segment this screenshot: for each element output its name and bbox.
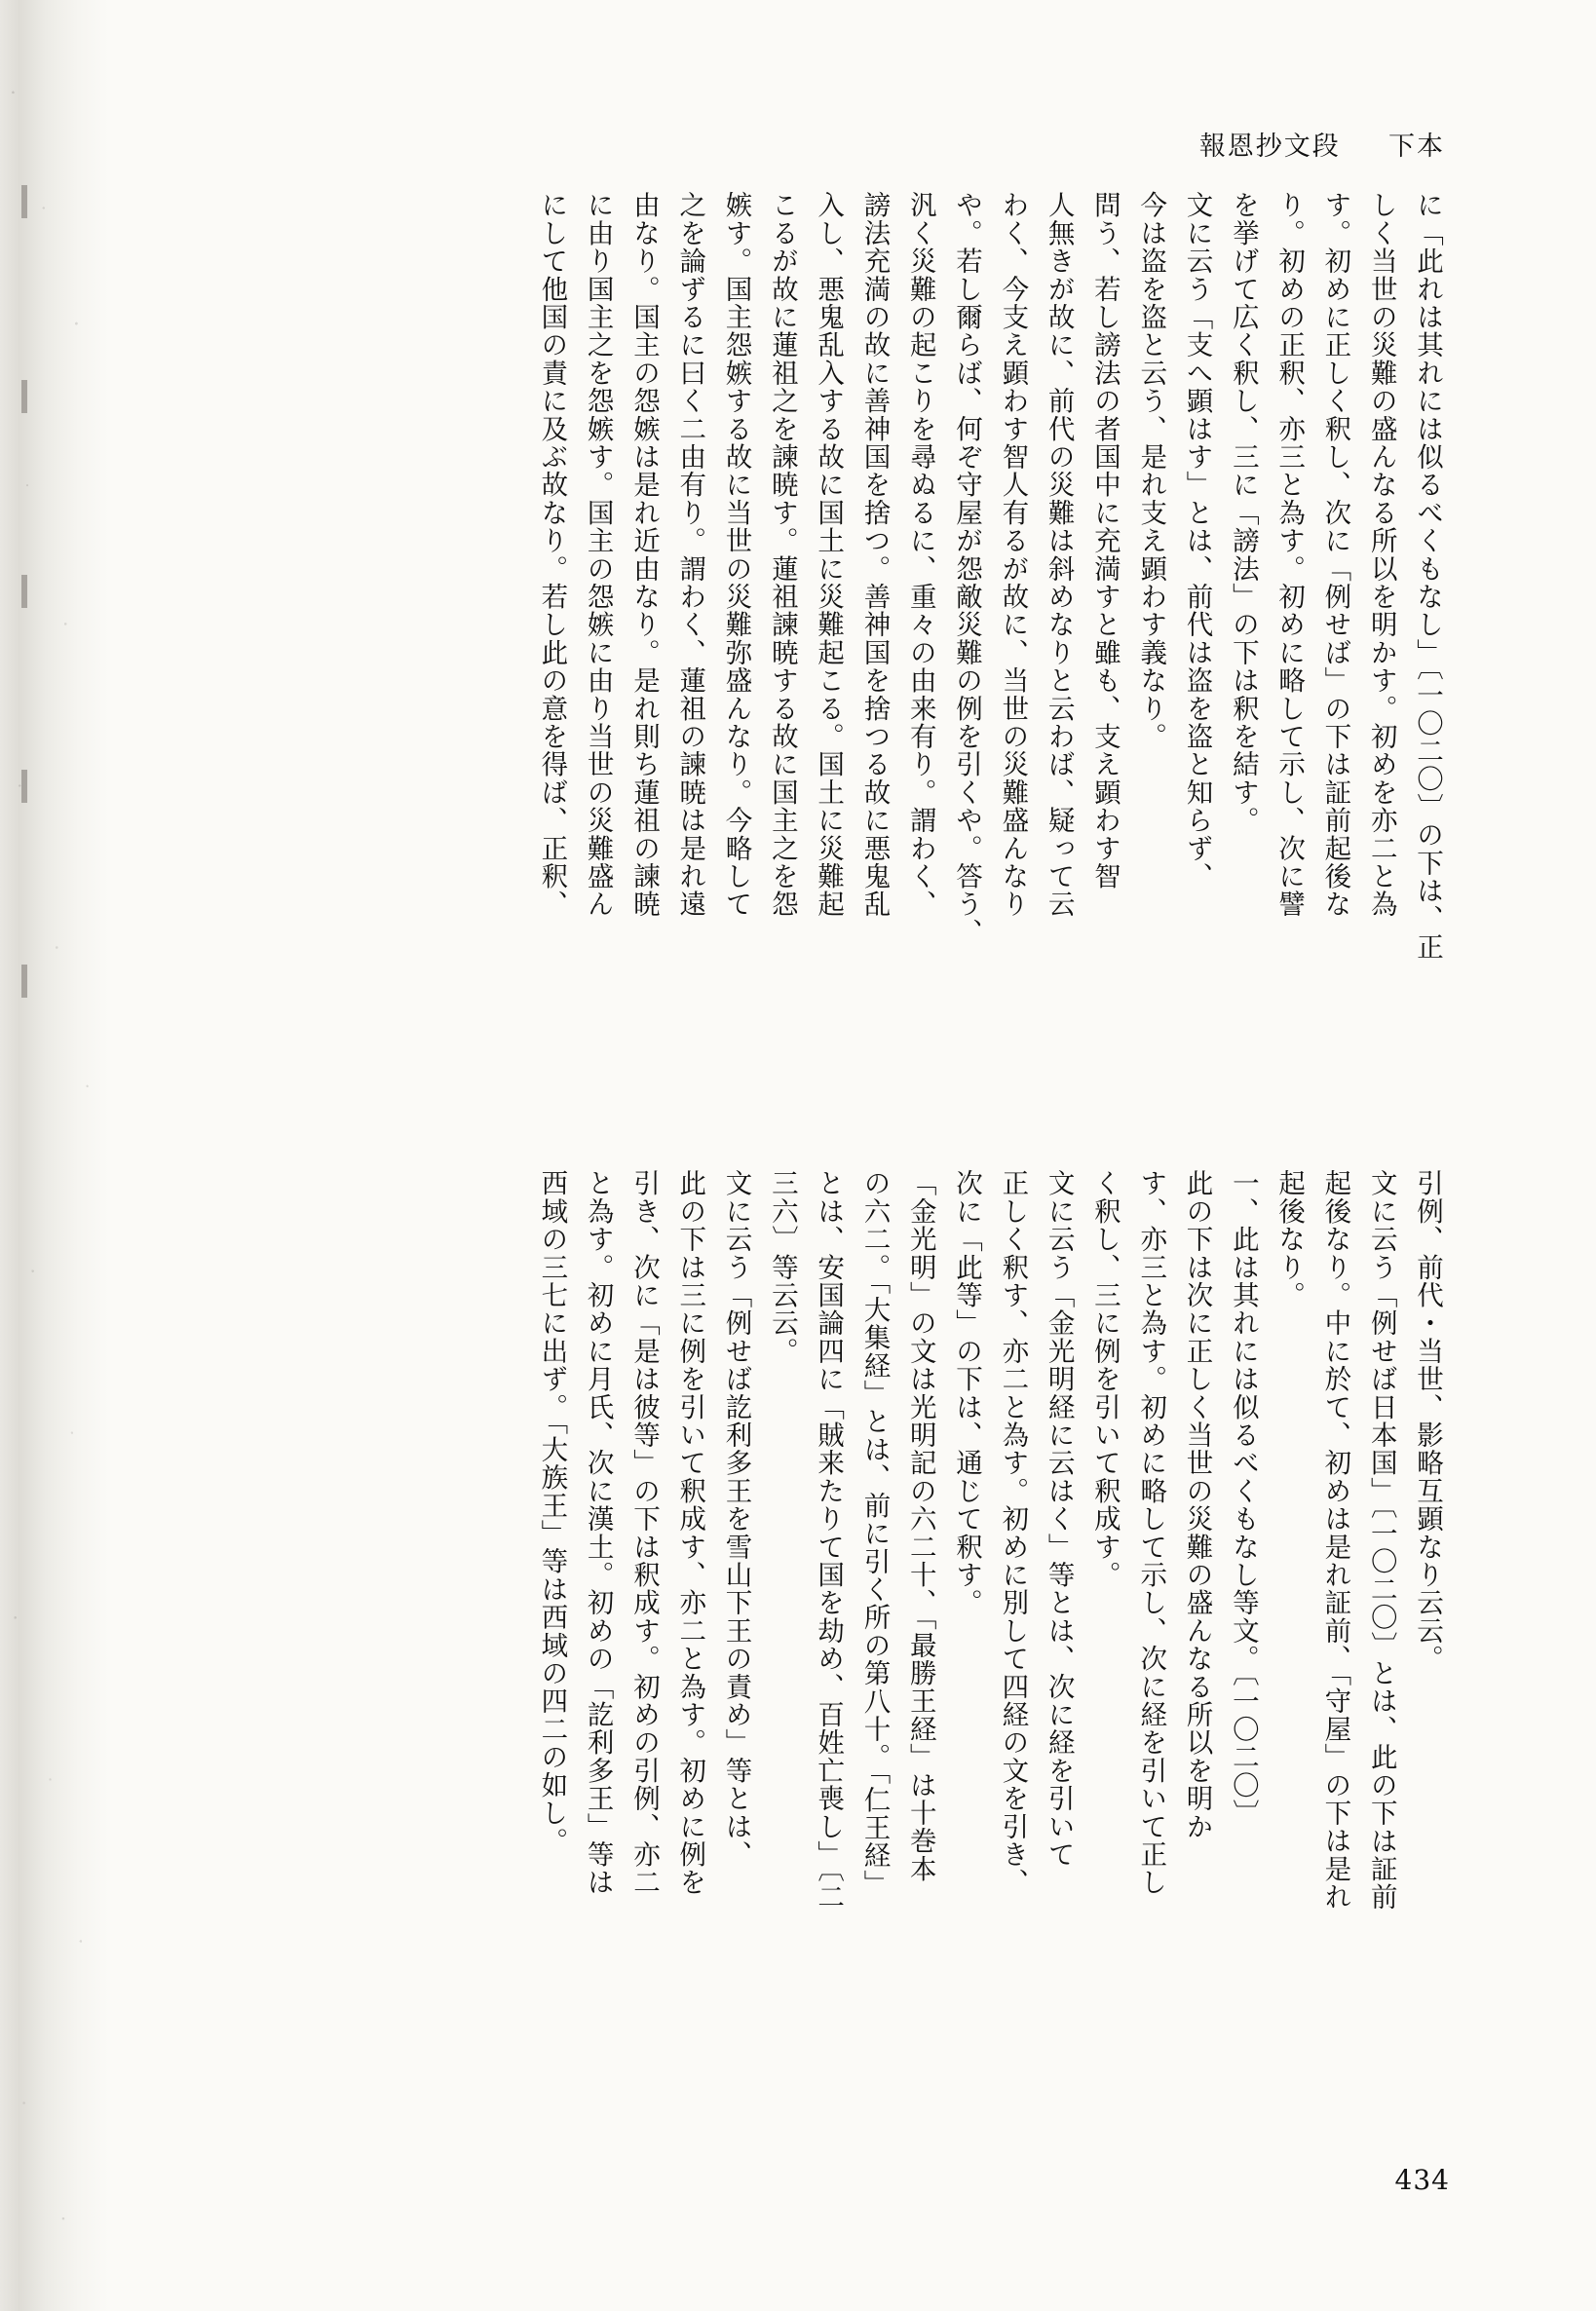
text-column: と為す。初めに月氏、次に漢土。初めの「訖利多王」等は	[582, 1169, 614, 1897]
text-column: 此の下は次に正しく当世の災難の盛んなる所以を明か	[1181, 1169, 1213, 1840]
text-column: 次に「此等」の下は、通じて釈す。	[951, 1169, 983, 1617]
text-column: 三六〕等云云。	[766, 1169, 798, 1365]
text-column: 文に云う「金光明経に云はく」等とは、次に経を引いて	[1043, 1169, 1075, 1869]
text-column: 文に云う「支へ顕はす」とは、前代は盗を盗と知らず、	[1181, 191, 1213, 890]
body-text-lower	[528, 1169, 1450, 2153]
text-column: や。若し爾らば、何ぞ守屋が怨敵災難の例を引くや。答う、	[951, 191, 983, 946]
text-column: 汎く災難の起こりを尋ぬるに、重々の由来有り。謂わく、	[904, 191, 936, 919]
text-column: 「金光明」の文は光明記の六二十、「最勝王経」は十巻本	[904, 1169, 936, 1883]
text-column: に「此れは其れには似るべくもなし」〔一〇二〇〕の下は、正	[1412, 191, 1443, 961]
text-column: 人無きが故に、前代の災難は斜めなりと云わば、疑って云	[1043, 191, 1075, 919]
text-column: 一、此は其れには似るべくもなし等文。〔一〇二〇〕	[1227, 1169, 1259, 1828]
page-number: 434	[1394, 2164, 1450, 2196]
text-column: の六二。「大集経」とは、前に引く所の第八十。「仁王経」	[858, 1169, 891, 1898]
text-column: とは、安国論四に「賊来たりて国を劫め、百姓亡喪し」〔二	[813, 1169, 845, 1912]
text-column: 文に云う「例せば日本国」〔一〇二〇〕とは、此の下は証前	[1365, 1169, 1397, 1912]
text-column: 問う、若し謗法の者国中に充満すと雖も、支え顕わす智	[1088, 191, 1121, 890]
text-column: 之を論ずるに曰く二由有り。謂わく、蓮祖の諫暁は是れ遠	[674, 191, 706, 919]
body-text-upper	[528, 191, 1450, 1107]
running-head-subtitle: 下本	[1388, 132, 1445, 162]
text-column: 此の下は三に例を引いて釈成す、亦二と為す。初めに例を	[674, 1169, 706, 1897]
text-column: を挙げて広く釈し、三に「謗法」の下は釈を結す。	[1227, 191, 1259, 835]
text-column: 起後なり。中に於て、初めは是れ証前、「守屋」の下は是れ	[1319, 1169, 1351, 1912]
running-head-title: 報恩抄文段	[1198, 132, 1341, 162]
text-column: 由なり。国主の怨嫉は是れ近由なり。是れ則ち蓮祖の諫暁	[627, 191, 660, 919]
text-column: す、亦三と為す。初めに略して示し、次に経を引いて正し	[1135, 1169, 1167, 1897]
text-column: 正しく釈す、亦二と為す。初めに別して四経の文を引き、	[997, 1169, 1029, 1897]
text-column: 起後なり。	[1273, 1169, 1306, 1309]
text-column: 文に云う「例せば訖利多王を雪山下王の責め」等とは、	[720, 1169, 752, 1869]
text-column: 嫉す。国主怨嫉する故に当世の災難弥盛んなり。今略して	[720, 191, 752, 919]
text-column: く釈し、三に例を引いて釈成す。	[1088, 1169, 1121, 1589]
text-column: 謗法充満の故に善神国を捨つ。善神国を捨つる故に悪鬼乱	[858, 191, 891, 919]
text-column: にして他国の責に及ぶ故なり。若し此の意を得ば、正釈、	[536, 191, 568, 919]
binding-marks	[21, 185, 27, 1159]
text-column: 引例、前代・当世、影略互顕なり云云。	[1412, 1169, 1443, 1673]
text-column: に由り国主之を怨嫉す。国主の怨嫉に由り当世の災難盛ん	[582, 191, 614, 919]
page-gutter-texture	[0, 0, 109, 2311]
text-column: 今は盗を盗と云う、是れ支え顕わす義なり。	[1135, 191, 1167, 750]
text-column: り。初めの正釈、亦三と為す。初めに略して示し、次に譬	[1273, 191, 1306, 919]
running-head	[1199, 125, 1445, 163]
text-column: こるが故に蓮祖之を諫暁す。蓮祖諫暁する故に国主之を怨	[766, 191, 798, 919]
text-column: 入し、悪鬼乱入する故に国土に災難起こる。国土に災難起	[813, 191, 845, 919]
text-column: 西域の三七に出ず。「大族王」等は西域の四二の如し。	[536, 1169, 568, 1855]
text-column: 引き、次に「是は彼等」の下は釈成す。初めの引例、亦二	[627, 1169, 660, 1897]
text-column: す。初めに正しく釈し、次に「例せば」の下は証前起後な	[1319, 191, 1351, 919]
text-column: しく当世の災難の盛んなる所以を明かす。初めを亦二と為	[1365, 191, 1397, 919]
text-column: わく、今支え顕わす智人有るが故に、当世の災難盛んなり	[997, 191, 1029, 919]
